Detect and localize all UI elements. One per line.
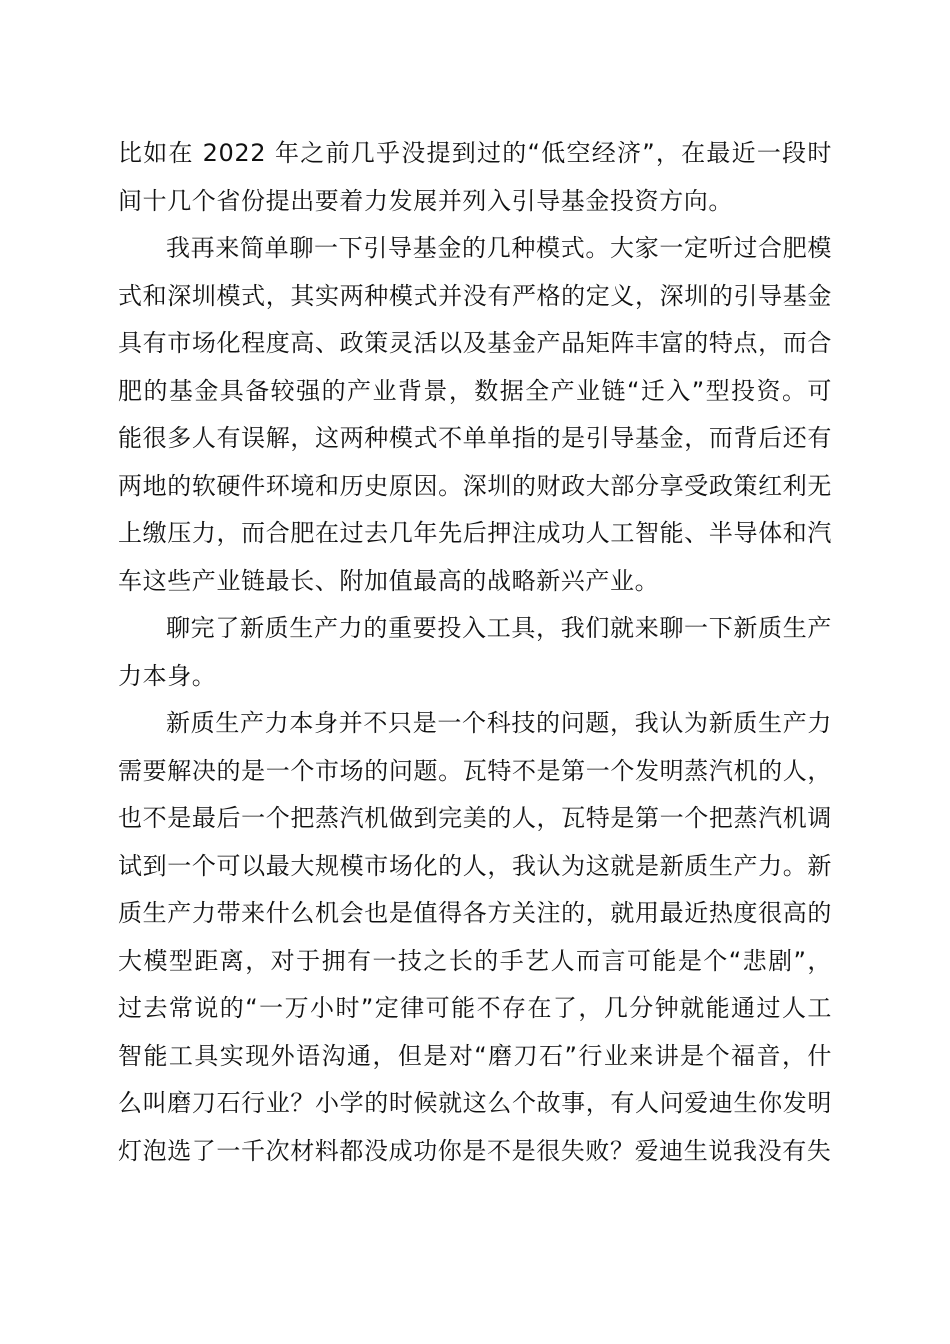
paragraph-guidance-fund-models: 我再来简单聊一下引导基金的几种模式。大家一定听过合肥模式和深圳模式，其实两种模式并没有严格的定义，深圳的引导基金具有市场化程度高、政策灵活以及基金产品矩阵丰富的特点，而合肥的基金具备较强的产业背景，数据全产业链“迁入”型投资。可能很多人有误解，这两种模式不单单指的是引导基金，而背后还有两地的软硬件环境和历史原因。深圳的财政大部分享受政策红利无上缴压力，而合肥在过去几年先后押注成功人工智能、半导体和汽车这些产业链最长、附加值最高的战略新兴产业。 [118,234,832,595]
document-body [118,130,832,1175]
paragraph-new-quality-productivity: 新质生产力本身并不只是一个科技的问题，我认为新质生产力需要解决的是一个市场的问题。瓦特不是第一个发明蒸汽机的人，也不是最后一个把蒸汽机做到完美的人，瓦特是第一个把蒸汽机调试到一个可以最大规模市场化的人，我认为这就是新质生产力。新质生产力带来什么机会也是值得各方关注的，就用最近热度很高的大模型距离，对于拥有一技之长的手艺人而言可能是个“悲剧”，过去常说的“一万小时”定律可能不存在了，几分钟就能通过人工智能工具实现外语沟通，但是对“磨刀石”行业来讲是个福音，什么叫磨刀石行业？小学的时候就这么个故事，有人问爱迪生你发明灯泡选了一千次材料都没成功你是不是很失败？爱迪生说我没有失 [118,709,832,1165]
paragraph-transition: 聊完了新质生产力的重要投入工具，我们就来聊一下新质生产力本身。 [118,614,832,690]
paragraph-low-altitude-economy: 比如在 2022 年之前几乎没提到过的“低空经济”，在最近一段时间十几个省份提出要着力发展并列入引导基金投资方向。 [118,139,832,215]
